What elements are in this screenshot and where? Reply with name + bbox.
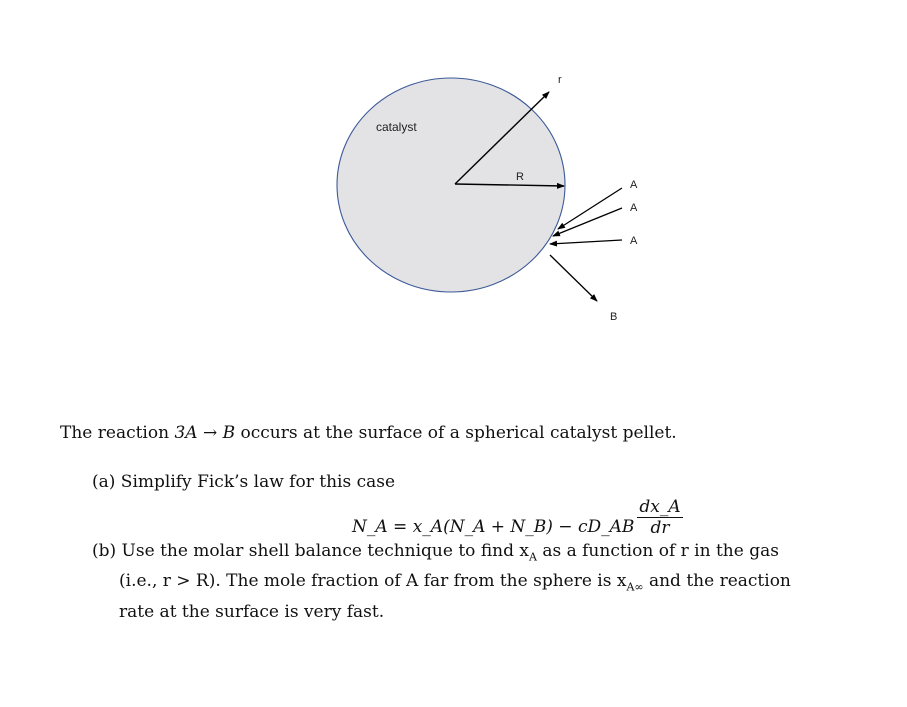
intro-prefix: The reaction: [60, 423, 175, 443]
equation-numerator: dx_A: [639, 496, 681, 517]
part-b-line-2: (i.e., r > R). The mole fraction of A far from the sphere is $x_{A\infty}$ and the reaction: [119, 571, 791, 594]
part-b-prompt: [92, 539, 852, 625]
part-b-line-3: rate at the surface is very fast.: [119, 601, 385, 622]
part-a-prompt: (a) Simplify Fick’s law for this case: [92, 472, 396, 492]
radius-label: R: [516, 171, 524, 183]
incoming-a-arrow-1: [558, 188, 622, 229]
species-a-label-3: A: [630, 235, 638, 247]
ficks-law-equation: [352, 494, 683, 540]
equation-derivative: [637, 497, 682, 538]
part-b-line-1: (b) Use the molar shell balance technique to find $x_A$ as a function of r in the gas: [92, 541, 779, 564]
incoming-a-arrow-2: [553, 208, 622, 236]
catalyst-label: catalyst: [376, 120, 417, 134]
intro-suffix: occurs at the surface of a spherical catalyst pellet.: [235, 423, 677, 443]
equation-body: N_A = x_A(N_A + N_B) − cD_AB: [352, 517, 635, 537]
incoming-a-arrow-3: [550, 240, 622, 244]
radial-axis-label: r: [558, 74, 562, 86]
species-a-label-1: A: [630, 179, 638, 191]
problem-intro: [60, 421, 677, 446]
species-b-label: B: [610, 311, 618, 323]
outgoing-b-arrow: [550, 255, 597, 301]
reaction-equation: 3A → B: [174, 423, 236, 443]
equation-denominator: dr: [650, 517, 670, 538]
species-a-label-2: A: [630, 202, 638, 214]
